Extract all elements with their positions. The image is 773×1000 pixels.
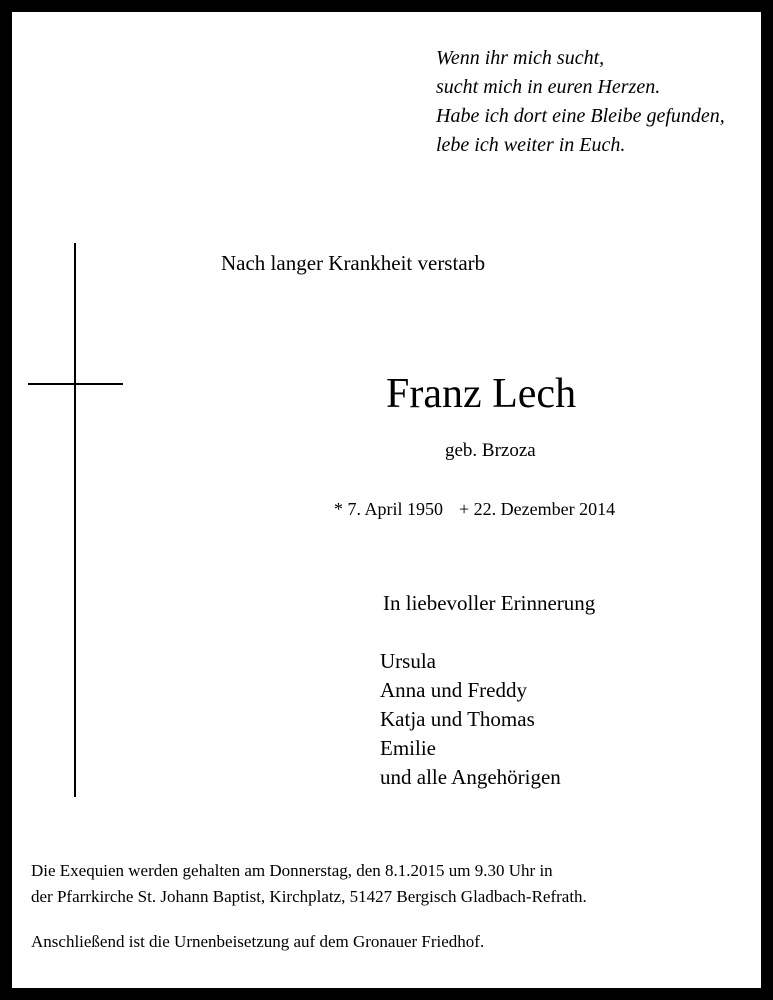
- death-date: + 22. Dezember 2014: [459, 499, 616, 519]
- mourner: Katja und Thomas: [380, 707, 535, 731]
- deceased-name: Franz Lech: [386, 371, 577, 417]
- poem-line: sucht mich in euren Herzen.: [436, 76, 661, 98]
- mourner: Anna und Freddy: [380, 678, 527, 702]
- burial-notice: Anschließend ist die Urnenbeisetzung auf dem Gronauer Friedhof.: [31, 932, 485, 951]
- poem: [436, 44, 725, 160]
- mourner: Emilie: [380, 736, 436, 760]
- mourners-list: [380, 647, 561, 792]
- funeral-notice: [31, 858, 587, 910]
- poem-line: Habe ich dort eine Bleibe gefunden,: [436, 105, 725, 127]
- cross-icon-bar: [28, 383, 123, 385]
- life-dates: [334, 499, 615, 520]
- poem-line: lebe ich weiter in Euch.: [436, 134, 626, 156]
- mourner: und alle Angehörigen: [380, 765, 561, 789]
- notice-line: der Pfarrkirche St. Johann Baptist, Kirchplatz, 51427 Bergisch Gladbach-Refrath.: [31, 887, 587, 906]
- poem-line: Wenn ihr mich sucht,: [436, 47, 605, 69]
- memory-line: In liebevoller Erinnerung: [383, 591, 596, 615]
- birth-name: geb. Brzoza: [445, 440, 536, 461]
- birth-date: * 7. April 1950: [334, 499, 444, 519]
- mourner: Ursula: [380, 649, 436, 673]
- intro-text: Nach langer Krankheit verstarb: [221, 251, 486, 275]
- notice-line: Die Exequien werden gehalten am Donnerstag, den 8.1.2015 um 9.30 Uhr in: [31, 861, 553, 880]
- cross-icon: [74, 243, 76, 797]
